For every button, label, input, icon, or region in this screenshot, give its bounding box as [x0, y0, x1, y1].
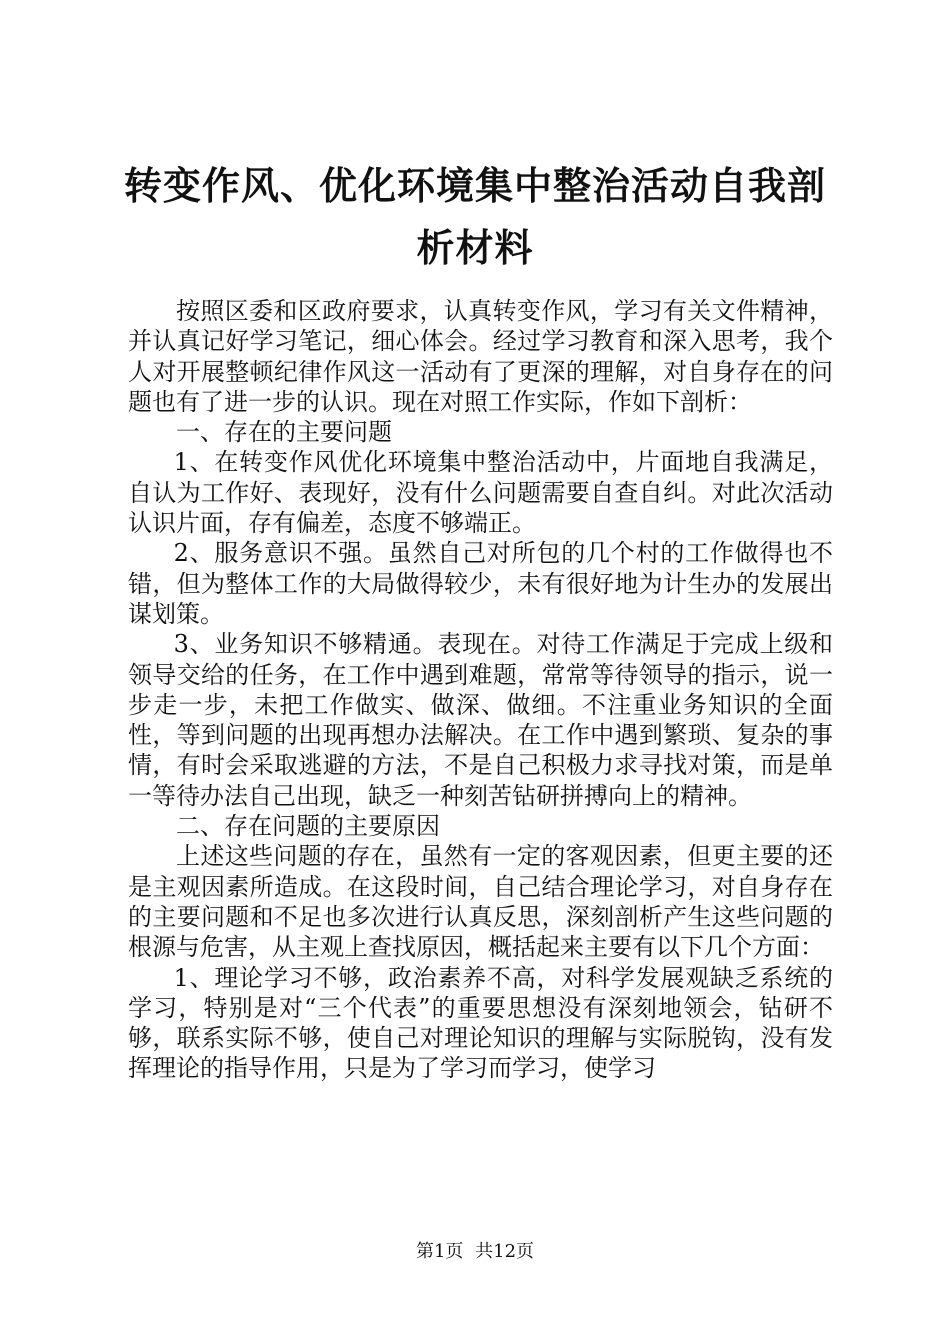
section-heading-problems: 一、存在的主要问题	[176, 418, 392, 447]
problem-item-3: 3、业务知识不够精通。表现在。对待工作满足于完成上级和领导交给的任务，在工作中遇到难题，常常等待领导的指示，说一步走一步，未把工作做实、做深、做细。不注重业务知识的全面性，等到问题的出现再想办法解决。在工作中遇到繁琐、复杂的事情，有时会采取逃避的方法，不是自己积极力求寻找对策，而是单一等待办法自己出现，缺乏一种刻苦钻研拼搏向上的精神。	[128, 630, 833, 810]
problem-item-1: 1、在转变作风优化环境集中整治活动中，片面地自我满足，自认为工作好、表现好，没有什么问题需要自查自纠。对此次活动认识片面，存有偏差，态度不够端正。	[128, 448, 833, 538]
document-title: 转变作风、优化环境集中整治活动自我剖析材料	[123, 163, 826, 270]
page-number: 第1页	[415, 1241, 464, 1262]
cause-item-1: 1、理论学习不够，政治素养不高，对科学发展观缺乏系统的学习，特别是对“三个代表”的重要思想没有深刻地领会，钻研不够，联系实际不够，使自己对理论知识的理解与实际脱钩，没有发挥理论的指导作用，只是为了学习而学习，使学习	[128, 963, 833, 1083]
causes-intro-paragraph: 上述这些问题的存在，虽然有一定的客观因素，但更主要的还是主观因素所造成。在这段时间，自己结合理论学习，对自身存在的主要问题和不足也多次进行认真反思，深刻剖析产生这些问题的根源与危害，从主观上查找原因，概括起来主要有以下几个方面：	[128, 842, 833, 962]
section-heading-causes: 二、存在问题的主要原因	[176, 812, 440, 841]
page-total: 共12页	[475, 1241, 535, 1262]
document-body	[128, 296, 833, 1084]
intro-paragraph: 按照区委和区政府要求，认真转变作风，学习有关文件精神，并认真记好学习笔记，细心体会。经过学习教育和深入思考，我个人对开展整顿纪律作风这一活动有了更深的理解，对自身存在的问题也有了进一步的认识。现在对照工作实际，作如下剖析：	[128, 297, 833, 416]
problem-item-2: 2、服务意识不强。虽然自己对所包的几个村的工作做得也不错，但为整体工作的大局做得较少，未有很好地为计生办的发展出谋划策。	[128, 539, 833, 628]
page-footer	[0, 1240, 950, 1264]
